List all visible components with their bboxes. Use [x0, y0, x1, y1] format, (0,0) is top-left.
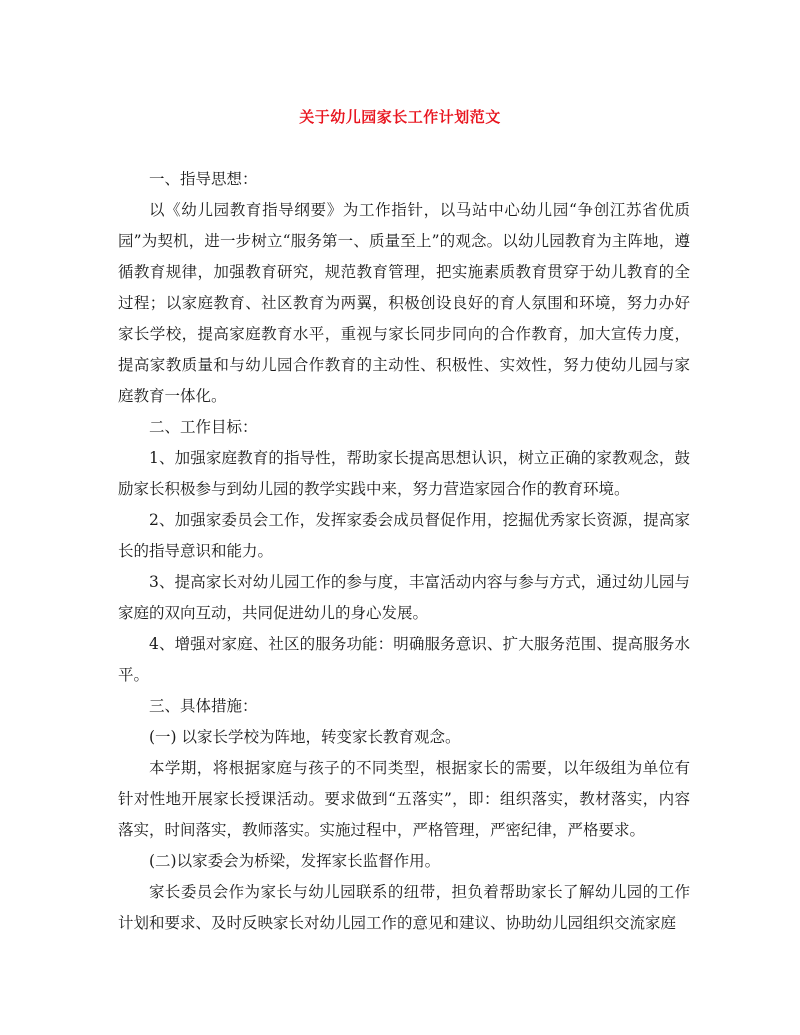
- section-heading-measures: 三、具体措施：: [149, 697, 258, 715]
- document-body: [118, 164, 690, 939]
- section-heading-guiding-thought: 一、指导思想：: [149, 170, 258, 188]
- paragraph-guiding-thought: 以《幼儿园教育指导纲要》为工作指针，以马站中心幼儿园“争创江苏省优质园”为契机，进一步树立“服务第一、质量至上”的观念。以幼儿园教育为主阵地，遵循教育规律，加强教育研究，规范教育管理，把实施素质教育贯穿于幼儿教育的全过程；以家庭教育、社区教育为两翼，积极创设良好的育人氛围和环境，努力办好家长学校，提高家庭教育水平，重视与家长同步同向的合作教育，加大宣传力度，提高家教质量和与幼儿园合作教育的主动性、积极性、实效性，努力使幼儿园与家庭教育一体化。: [118, 201, 690, 405]
- paragraph-goal-2: 2、加强家委员会工作，发挥家委会成员督促作用，挖掘优秀家长资源，提高家长的指导意识和能力。: [118, 511, 690, 560]
- document-title: 关于幼儿园家长工作计划范文: [299, 108, 501, 126]
- paragraph-goal-3: 3、提高家长对幼儿园工作的参与度，丰富活动内容与参与方式，通过幼儿园与家庭的双向互动，共同促进幼儿的身心发展。: [118, 573, 690, 622]
- subheading-measure-2: (二)以家委会为桥梁，发挥家长监督作用。: [149, 852, 441, 870]
- paragraph-goal-1: 1、加强家庭教育的指导性，帮助家长提高思想认识，树立正确的家教观念，鼓励家长积极参与到幼儿园的教学实践中来，努力营造家园合作的教育环境。: [118, 449, 690, 498]
- paragraph-measure-2: 家长委员会作为家长与幼儿园联系的纽带，担负着帮助家长了解幼儿园的工作计划和要求、及时反映家长对幼儿园工作的意见和建议、协助幼儿园组织交流家庭: [118, 883, 690, 932]
- section-heading-work-goals: 二、工作目标：: [149, 418, 258, 436]
- subheading-measure-1: (一) 以家长学校为阵地，转变家长教育观念。: [149, 728, 461, 746]
- paragraph-measure-1: 本学期，将根据家庭与孩子的不同类型，根据家长的需要，以年级组为单位有针对性地开展家长授课活动。要求做到“五落实”，即：组织落实，教材落实，内容落实，时间落实，教师落实。实施过程中，严格管理，严密纪律，严格要求。: [118, 759, 690, 839]
- paragraph-goal-4: 4、增强对家庭、社区的服务功能：明确服务意识、扩大服务范围、提高服务水平。: [118, 635, 690, 684]
